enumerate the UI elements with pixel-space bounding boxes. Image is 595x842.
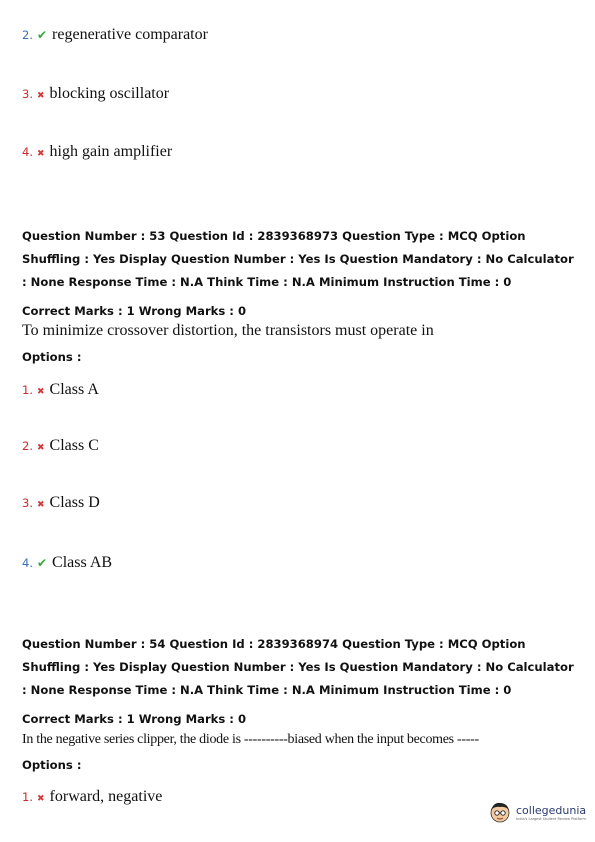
question-text: In the negative series clipper, the diode is ----------biased when the input becomes ----- [22,732,479,747]
option-item [22,381,99,399]
collegedunia-logo [488,800,586,824]
option-number: 4. [22,556,33,570]
options-label: Options : [22,758,82,772]
option-text: Class C [49,437,99,454]
options-label: Options : [22,350,82,364]
option-number: 3. [22,87,33,101]
option-text: high gain amplifier [49,143,173,160]
wrong-cross-icon: ✖ [36,149,45,159]
wrong-cross-icon: ✖ [36,387,45,397]
option-number: 3. [22,496,33,510]
wrong-cross-icon: ✖ [36,443,45,453]
option-item [22,143,172,161]
wrong-cross-icon: ✖ [36,91,45,101]
correct-check-icon: ✔ [36,556,48,570]
question-marks: Correct Marks : 1 Wrong Marks : 0 [22,304,247,318]
option-item [22,85,169,103]
option-number: 2. [22,28,33,42]
option-text: Class AB [52,554,113,571]
question-marks: Correct Marks : 1 Wrong Marks : 0 [22,712,247,726]
option-text: forward, negative [49,788,163,805]
logo-tagline: India's Largest Student Review Platform [516,816,586,821]
question-meta: Question Number : 53 Question Id : 2839368973 Question Type : MCQ Option Shuffling : Yes Display Question Number : Yes Is Question Mandatory : No Calculator : None Response Time : N.A Think Time : N.A Minimum Instruction Time : 0 [22,229,574,289]
option-text: Class A [49,381,99,398]
logo-name: collegedunia [516,803,587,817]
question-meta: Question Number : 54 Question Id : 2839368974 Question Type : MCQ Option Shuffling : Yes Display Question Number : Yes Is Question Mandatory : No Calculator : None Response Time : N.A Think Time : N.A Minimum Instruction Time : 0 [22,637,574,697]
option-text: regenerative comparator [52,26,208,43]
wrong-cross-icon: ✖ [36,794,45,804]
option-text: blocking oscillator [49,85,170,102]
mascot-icon [488,800,512,824]
option-text: Class D [49,494,100,511]
option-item [22,26,208,44]
option-number: 2. [22,439,33,453]
correct-check-icon: ✔ [36,28,48,42]
option-item [22,437,99,455]
question-text: To minimize crossover distortion, the transistors must operate in [22,322,434,339]
option-number: 4. [22,145,33,159]
option-item [22,554,112,572]
option-number: 1. [22,790,33,804]
option-number: 1. [22,383,33,397]
option-item [22,494,100,512]
option-item [22,788,162,806]
wrong-cross-icon: ✖ [36,500,45,510]
